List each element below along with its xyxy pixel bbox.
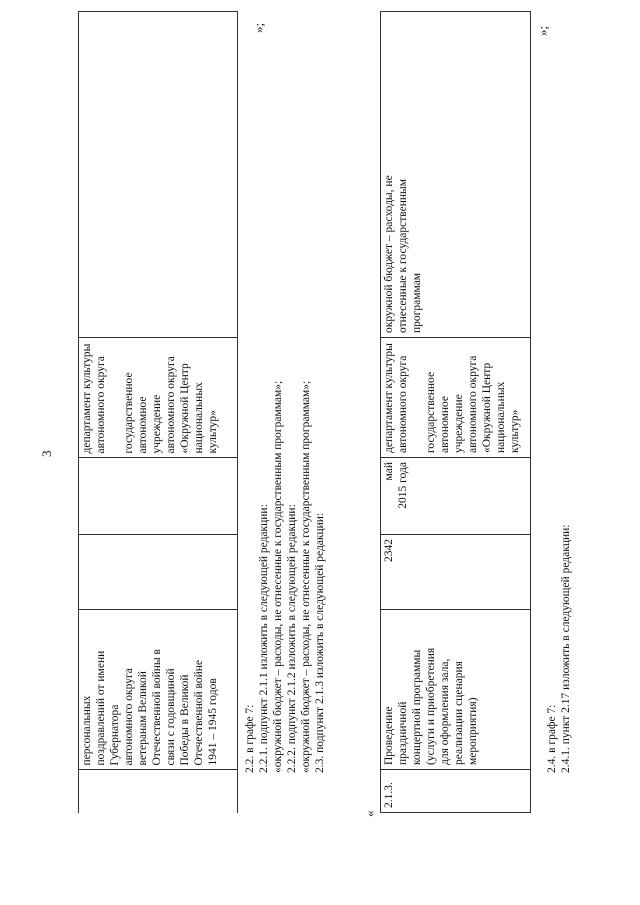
- paragraph: 2.4.1. пункт 2.17 изложить в следующей редакции:: [560, 524, 572, 773]
- table-row: [79, 12, 238, 813]
- cell-amount: [79, 535, 238, 610]
- table-fragment-2: [380, 11, 531, 813]
- cell-date: май 2015 года: [381, 458, 531, 535]
- table-fragment-1: [78, 12, 238, 814]
- page-number: 3: [39, 450, 54, 457]
- paragraph: «окружной бюджет – расходы, не отнесенные к государственным программам»;: [272, 380, 284, 773]
- cell-source: окружной бюджет – расходы, не отнесенные к государственным программам: [381, 12, 531, 338]
- paragraph: 2.4. в графе 7:: [546, 704, 558, 773]
- paragraph: 2.2.2. подпункт 2.1.2 изложить в следующей редакции:: [286, 504, 298, 773]
- cell-responsible: департамент культуры автономного округа государственное автономное учреждение автономного округа «Окружной Центр национальных культур»: [381, 338, 531, 458]
- cell-event: Проведение праздничной концертной программы (услуги и приобретения для оформления зала, реализации сценария мероприятия): [381, 610, 531, 770]
- cell-number: [79, 770, 238, 813]
- cell-responsible: департамент культуры автономного округа государственное автономное учреждение автономного округа «Окружной Центр национальных культур»: [79, 338, 238, 458]
- cell-event: персональных поздравлений от имени Губернатора автономного округа ветеранам Великой Отечественной войны в связи с годовщиной Победы в Великой Отечественной войне 1941 – 1945 годов: [79, 610, 238, 770]
- closing-quote: »;: [535, 25, 550, 36]
- opening-quote: «: [362, 810, 377, 817]
- paragraph: 2.2.1. подпункт 2.1.1 изложить в следующей редакции:: [258, 504, 270, 773]
- cell-source: [79, 12, 238, 338]
- cell-date: [79, 458, 238, 535]
- table-row: [381, 12, 531, 813]
- paragraph: 2.3. подпункт 2.1.3 изложить в следующей редакции:: [314, 512, 326, 773]
- closing-quote: »;: [251, 22, 266, 33]
- paragraph: 2.2. в графе 7:: [244, 704, 256, 773]
- cell-number: 2.1.3.: [381, 770, 531, 813]
- cell-amount: 2342: [381, 535, 531, 610]
- paragraph: «окружной бюджет – расходы, не отнесенные к государственным программам»;: [300, 380, 312, 773]
